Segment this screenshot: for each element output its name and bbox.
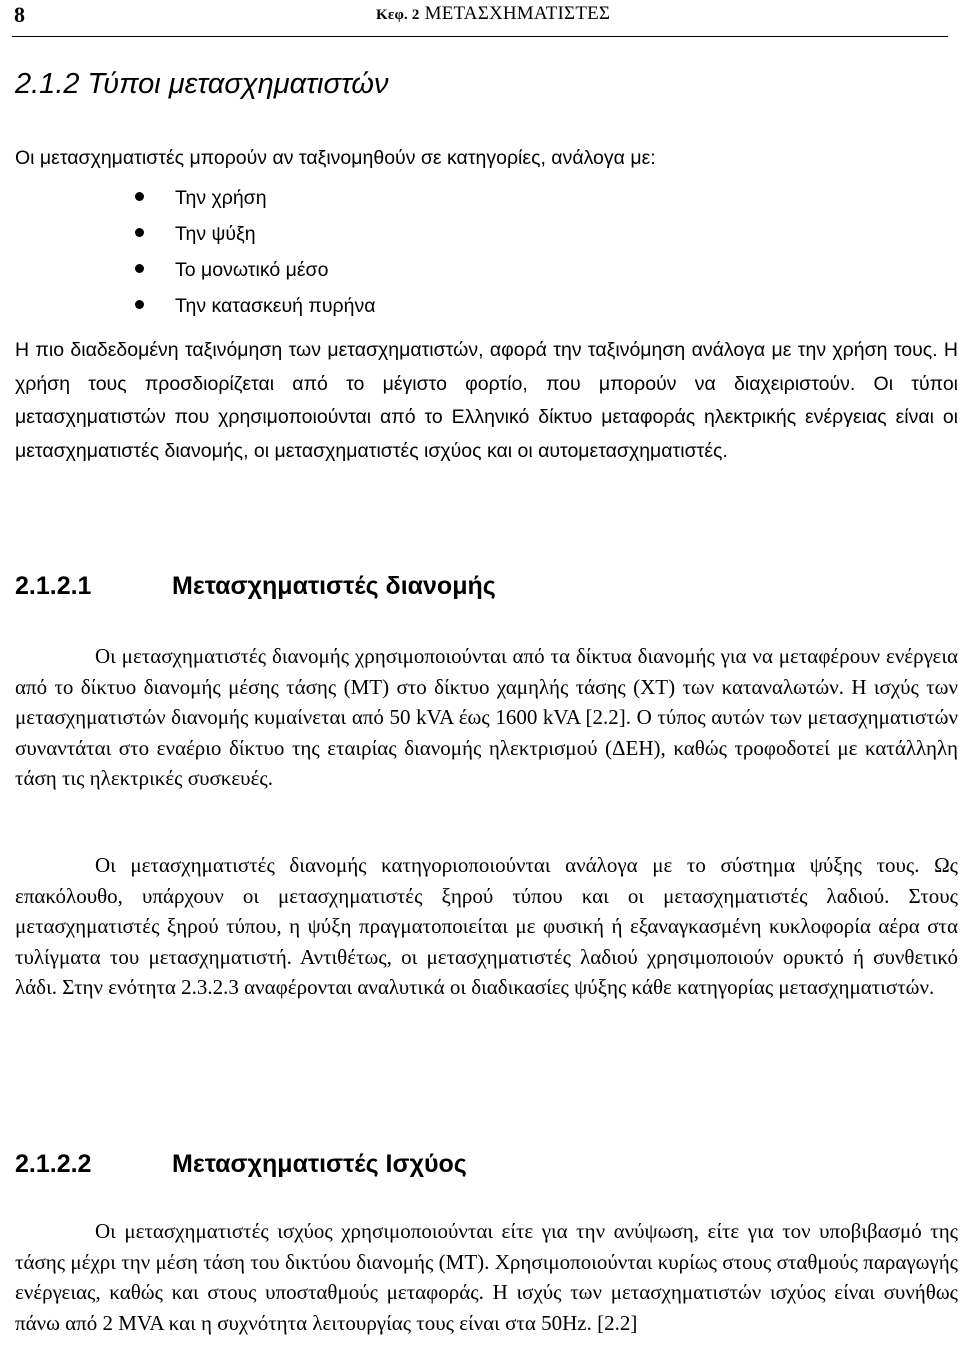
subsection-title: Μετασχηματιστές διανομής xyxy=(172,572,496,600)
category-list xyxy=(15,180,375,324)
page-header xyxy=(12,0,948,37)
chapter-prefix: Κεφ. 2 xyxy=(376,7,420,23)
page-number: 8 xyxy=(14,2,25,27)
distribution-paragraph-1: Οι μετασχηματιστές διανομής χρησιμοποιούνται από τα δίκτυα διανομής για να μεταφέρουν ενέργεια από το δίκτυο διανομής μέσης τάσης (ΜΤ) στο δίκτυο χαμηλής τάσης (ΧΤ) των καταναλωτών. Η ισχύς των μετασχηματιστών διανομής κυμαίνεται από 50 kVA έως 1600 kVA [2.2]. Ο τύπος αυτών των μετασχηματιστών συναντάται στο εναέριο δίκτυο της εταιρίας διανομής ηλεκτρισμού (ΔΕΗ), καθώς τροφοδοτεί με κατάλληλη τάση τις ηλεκτρικές συσκευές. xyxy=(15,644,958,790)
list-item: Την κατασκευή πυρήνα xyxy=(15,288,375,324)
list-item: Την ψύξη xyxy=(15,216,375,252)
chapter-title: ΜΕΤΑΣΧΗΜΑΤΙΣΤΕΣ xyxy=(424,3,611,24)
subsection-number: 2.1.2.2 xyxy=(15,1150,92,1178)
subsection-heading xyxy=(15,1150,467,1179)
running-head xyxy=(376,3,610,25)
bullet-icon xyxy=(135,264,144,273)
subsection-heading xyxy=(15,572,496,601)
bullet-icon xyxy=(135,192,144,201)
section-intro: Οι μετασχηματιστές μπορούν αν ταξινομηθούν σε κατηγορίες, ανάλογα με: xyxy=(15,147,656,169)
power-paragraph-1: Οι μετασχηματιστές ισχύος χρησιμοποιούνται είτε για την ανύψωση, είτε για τον υποβιβασμό της τάσης μέχρι την μέση τάση του δικτύου διανομής (ΜΤ). Χρησιμοποιούνται κυρίως στους σταθμούς παραγωγής ενέργειας, καθώς και στους υποσταθμούς μεταφοράς. Η ισχύς των μετασχηματιστών ισχύος είναι συνήθως πάνω από 2 MVA και η συχνότητα λειτουργίας τους είναι στα 50Hz. [2.2] xyxy=(15,1219,958,1335)
subsection-title: Μετασχηματιστές Ισχύος xyxy=(172,1150,467,1178)
section-title: 2.1.2 Τύποι μετασχηματιστών xyxy=(15,68,389,100)
section-paragraph: Η πιο διαδεδομένη ταξινόμηση των μετασχηματιστών, αφορά την ταξινόμηση ανάλογα με την χρήση τους. Η χρήση τους προσδιορίζεται από το μέγιστο φορτίο, που μπορούν να διαχειριστούν. Οι τύποι μετασχηματιστών που χρησιμοποιούνται από το Ελληνικό δίκτυο μεταφοράς ηλεκτρικής ενέργειας είναι οι μετασχηματιστές διανομής, οι μετασχηματιστές ισχύος και οι αυτομετασχηματιστές. xyxy=(15,339,958,462)
bullet-icon xyxy=(135,228,144,237)
subsection-number: 2.1.2.1 xyxy=(15,572,92,600)
distribution-paragraph-2: Οι μετασχηματιστές διανομής κατηγοριοποιούνται ανάλογα με το σύστημα ψύξης τους. Ως επακόλουθο, υπάρχουν οι μετασχηματιστές ξηρού τύπου και οι μετασχηματιστές λαδιού. Στους μετασχηματιστές ξηρού τύπου, η ψύξη πραγματοποιείται με φυσική ή εξαναγκασμένη κυκλοφορία αέρα στα τυλίγματα του μετασχηματιστή. Αντιθέτως, οι μετασχηματιστές λαδιού χρησιμοποιούν ορυκτό ή συνθετικό λάδι. Στην ενότητα 2.3.2.3 αναφέρονται αναλυτικά οι διαδικασίες ψύξης κάθε κατηγορίας μετασχηματιστών. xyxy=(15,853,958,999)
bullet-icon xyxy=(135,300,144,309)
list-item: Το μονωτικό μέσο xyxy=(15,252,375,288)
list-item: Την χρήση xyxy=(15,180,375,216)
